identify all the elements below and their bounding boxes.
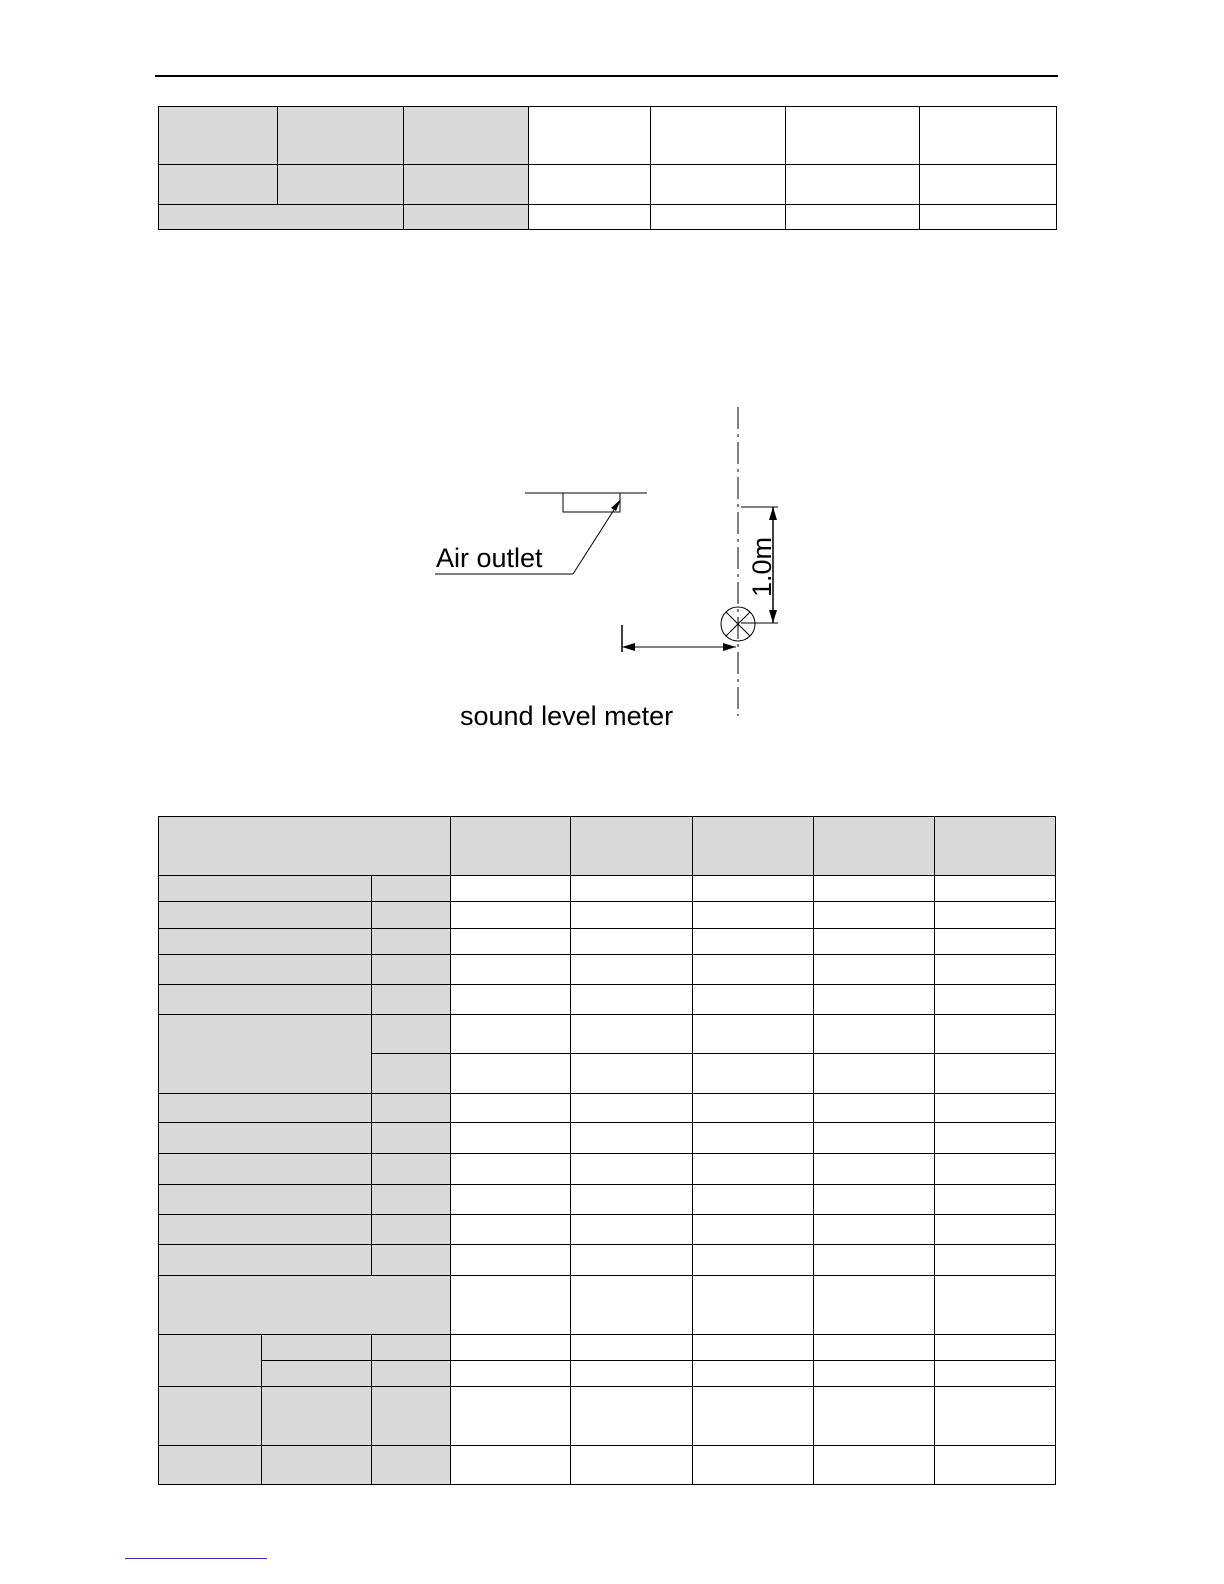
table-row xyxy=(159,1335,1056,1361)
table-cell xyxy=(813,1094,934,1123)
table-cell xyxy=(934,1335,1055,1361)
table-row xyxy=(159,817,1056,876)
table-cell xyxy=(692,1446,813,1485)
table-cell xyxy=(934,1094,1055,1123)
table-cell xyxy=(571,1154,692,1185)
table-cell xyxy=(571,1276,692,1335)
table-cell xyxy=(934,1015,1055,1054)
table-cell xyxy=(159,1215,372,1245)
table-cell xyxy=(159,876,372,902)
footer-link-underline[interactable] xyxy=(125,1558,267,1559)
table-cell xyxy=(451,1123,571,1154)
table-cell xyxy=(813,1335,934,1361)
table-cell xyxy=(159,1446,262,1485)
meter-leader-arrow-right xyxy=(723,643,736,651)
table-cell xyxy=(372,1185,451,1215)
table-cell xyxy=(692,1387,813,1446)
table-cell xyxy=(451,1054,571,1094)
table-cell xyxy=(934,929,1055,955)
table-cell xyxy=(372,876,451,902)
table-row xyxy=(159,1123,1056,1154)
table-cell xyxy=(451,929,571,955)
table-cell xyxy=(262,1387,372,1446)
table-cell xyxy=(451,1094,571,1123)
table-cell xyxy=(159,1185,372,1215)
table-cell xyxy=(159,1123,372,1154)
table-cell xyxy=(692,1154,813,1185)
table-cell xyxy=(159,955,372,985)
table-cell xyxy=(692,876,813,902)
table-cell xyxy=(451,1245,571,1276)
table-cell xyxy=(372,1387,451,1446)
table-cell xyxy=(372,955,451,985)
table-cell xyxy=(159,1276,451,1335)
table-cell xyxy=(692,985,813,1015)
table-cell xyxy=(934,902,1055,929)
table-cell xyxy=(451,1154,571,1185)
table-cell xyxy=(372,1094,451,1123)
table-cell xyxy=(813,902,934,929)
table-cell xyxy=(692,902,813,929)
table-cell xyxy=(692,1123,813,1154)
table-row xyxy=(159,1015,1056,1054)
table-cell xyxy=(372,1215,451,1245)
table-cell xyxy=(692,1185,813,1215)
table-cell xyxy=(813,929,934,955)
table-cell xyxy=(451,1361,571,1387)
table-cell xyxy=(934,817,1055,876)
table-cell xyxy=(692,1215,813,1245)
table-cell xyxy=(262,1335,372,1361)
table-cell xyxy=(813,985,934,1015)
table-cell xyxy=(262,1446,372,1485)
table-cell xyxy=(372,1054,451,1094)
table-cell xyxy=(571,929,692,955)
table-cell xyxy=(692,1054,813,1094)
table-cell xyxy=(813,1245,934,1276)
table-cell xyxy=(571,955,692,985)
table-cell xyxy=(934,1123,1055,1154)
table-cell xyxy=(571,817,692,876)
table-cell xyxy=(813,955,934,985)
distance-label: 1.0m xyxy=(747,536,777,597)
table-cell xyxy=(372,1015,451,1054)
table-cell xyxy=(692,1245,813,1276)
table-row xyxy=(159,1361,1056,1387)
table-cell xyxy=(262,1361,372,1387)
sound-meter-label: sound level meter xyxy=(460,701,674,731)
table-row xyxy=(159,1094,1056,1123)
table-cell xyxy=(934,985,1055,1015)
table-cell xyxy=(692,1361,813,1387)
table-cell xyxy=(451,955,571,985)
table-cell xyxy=(451,817,571,876)
table-cell xyxy=(159,1015,372,1094)
table-cell xyxy=(451,1276,571,1335)
dimension-arrow-bottom xyxy=(769,610,777,623)
table-cell xyxy=(571,1185,692,1215)
table-cell xyxy=(692,929,813,955)
table-cell xyxy=(813,1446,934,1485)
table-cell xyxy=(451,1335,571,1361)
table-cell xyxy=(813,1215,934,1245)
table-cell xyxy=(159,1335,262,1387)
table-cell xyxy=(159,1094,372,1123)
table-cell xyxy=(372,1245,451,1276)
table-cell xyxy=(934,1154,1055,1185)
table-cell xyxy=(372,1154,451,1185)
table-cell xyxy=(692,1276,813,1335)
leader-line xyxy=(573,502,619,574)
table-cell xyxy=(571,1054,692,1094)
table-cell xyxy=(571,1123,692,1154)
table-cell xyxy=(934,1215,1055,1245)
table-cell xyxy=(372,929,451,955)
table-cell xyxy=(372,902,451,929)
table-row xyxy=(159,1215,1056,1245)
table-cell xyxy=(571,1215,692,1245)
table-row xyxy=(159,1446,1056,1485)
table-cell xyxy=(934,1276,1055,1335)
table-cell xyxy=(571,985,692,1015)
table-cell xyxy=(934,1387,1055,1446)
dimension-arrow-top xyxy=(769,507,777,520)
table-cell xyxy=(159,1154,372,1185)
table-cell xyxy=(813,1361,934,1387)
table-cell xyxy=(813,1015,934,1054)
table-cell xyxy=(934,1361,1055,1387)
table-cell xyxy=(571,1387,692,1446)
table-cell xyxy=(159,929,372,955)
table-cell xyxy=(372,1361,451,1387)
table-cell xyxy=(692,817,813,876)
table-cell xyxy=(451,1185,571,1215)
table-cell xyxy=(571,1245,692,1276)
table-cell xyxy=(692,1335,813,1361)
table-cell xyxy=(692,1015,813,1054)
table-cell xyxy=(813,1123,934,1154)
table-cell xyxy=(813,1054,934,1094)
table-cell xyxy=(934,1185,1055,1215)
table-cell xyxy=(159,1387,262,1446)
table-cell xyxy=(934,1054,1055,1094)
table-cell xyxy=(571,1094,692,1123)
table-cell xyxy=(813,1154,934,1185)
table-cell xyxy=(571,1335,692,1361)
table-row xyxy=(159,1245,1056,1276)
meter-leader-arrow-left xyxy=(622,643,635,651)
table-cell xyxy=(451,1387,571,1446)
table-cell xyxy=(813,876,934,902)
table-cell xyxy=(934,955,1055,985)
table-cell xyxy=(934,1446,1055,1485)
table-cell xyxy=(813,1185,934,1215)
bottom-spec-table xyxy=(158,816,1056,1485)
table-cell xyxy=(372,1335,451,1361)
table-row xyxy=(159,1185,1056,1215)
table-cell xyxy=(571,902,692,929)
table-cell xyxy=(934,1245,1055,1276)
table-cell xyxy=(571,876,692,902)
table-cell xyxy=(813,817,934,876)
table-cell xyxy=(934,876,1055,902)
table-cell xyxy=(159,817,451,876)
table-cell xyxy=(692,1094,813,1123)
table-cell xyxy=(159,1245,372,1276)
table-cell xyxy=(159,902,372,929)
table-cell xyxy=(813,1387,934,1446)
table-cell xyxy=(451,985,571,1015)
table-cell xyxy=(692,955,813,985)
table-cell xyxy=(813,1276,934,1335)
table-cell xyxy=(451,876,571,902)
table-cell xyxy=(451,1446,571,1485)
air-outlet-shape xyxy=(563,493,620,512)
table-cell xyxy=(451,1215,571,1245)
table-cell xyxy=(571,1446,692,1485)
table-cell xyxy=(372,1123,451,1154)
table-cell xyxy=(451,1015,571,1054)
table-cell xyxy=(571,1361,692,1387)
table-cell xyxy=(451,902,571,929)
air-outlet-label: Air outlet xyxy=(436,543,543,573)
table-row xyxy=(159,955,1056,985)
table-row xyxy=(159,902,1056,929)
table-row xyxy=(159,1276,1056,1335)
table-cell xyxy=(372,1446,451,1485)
table-row xyxy=(159,1387,1056,1446)
table-row xyxy=(159,1154,1056,1185)
table-row xyxy=(159,985,1056,1015)
table-row xyxy=(159,876,1056,902)
table-cell xyxy=(372,985,451,1015)
table-cell xyxy=(571,1015,692,1054)
table-cell xyxy=(159,985,372,1015)
table-row xyxy=(159,929,1056,955)
